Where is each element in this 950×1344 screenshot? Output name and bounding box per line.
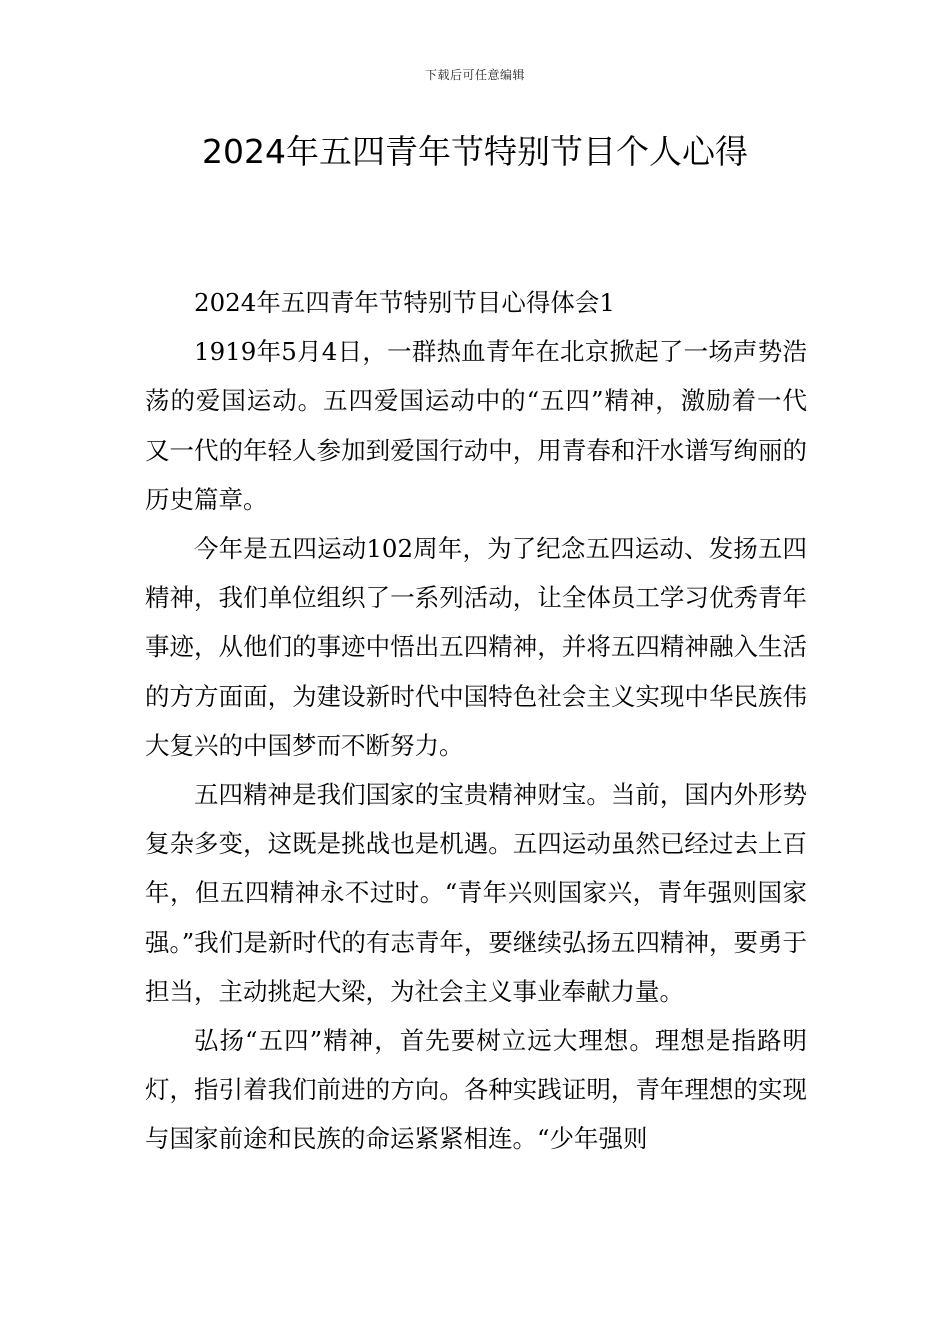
paragraph-subtitle: 2024年五四青年节特别节目心得体会1 [194, 288, 615, 317]
header-note: 下载后可任意编辑 [424, 68, 525, 82]
document-title: 2024年五四青年节特别节目个人心得 [202, 132, 748, 171]
paragraph-2: 今年是五四运动102周年，为了纪念五四运动、发扬五四精神，我们单位组织了一系列活动，让全体员工学习优秀青年事迹，从他们的事迹中悟出五四精神，并将五四精神融入生活的方方面面，为建设新时代中国特色社会主义实现中华民族伟大复兴的中国梦而不断努力。 [145, 534, 807, 760]
paragraph-4: 弘扬“五四”精神，首先要树立远大理想。理想是指路明灯，指引着我们前进的方向。各种实践证明，青年理想的实现与国家前途和民族的命运紧紧相连。“少年强则 [145, 1026, 807, 1154]
paragraph-1: 1919年5月4日，一群热血青年在北京掀起了一场声势浩荡的爱国运动。五四爱国运动中的“五四”精神，激励着一代又一代的年轻人参加到爱国行动中，用青春和汗水谱写绚丽的历史篇章。 [145, 337, 807, 514]
document-body [145, 278, 807, 1164]
paragraph-3: 五四精神是我们国家的宝贵精神财宝。当前，国内外形势复杂多变，这既是挑战也是机遇。五四运动虽然已经过去上百年，但五四精神永不过时。“青年兴则国家兴，青年强则国家强。”我们是新时代的有志青年，要继续弘扬五四精神，要勇于担当，主动挑起大梁，为社会主义事业奉献力量。 [145, 780, 807, 1006]
